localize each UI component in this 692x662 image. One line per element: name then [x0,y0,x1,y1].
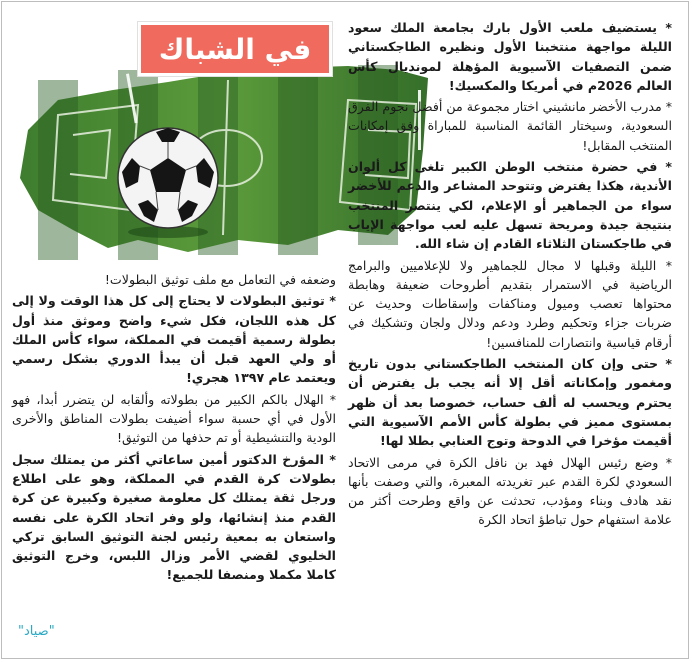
paragraph: * توثيق البطولات لا يحتاج إلى كل هذا الوقت ولا إلى كل هذه اللجان، فكل شيء واضح وموثق منذ أول بطولة رسمية أقيمت في المملكة، سواء كأس الملك أو ولي العهد قبل أن يبدأ الدوري بشكل رسمي ويعتمد عام ١٣٩٧ هجري! [12,293,336,386]
paragraph: * حتى وإن كان المنتخب الطاجكستاني بدون تاريخ ومغمور وإمكاناته أقل إلا أنه يجب بل يفترض أن يحترم ويحسب له ألف حساب، خصوصا بعد أن ظهر بمستوى مميز في بطولة كأس الأمم الآسيوية التي أقيمت مؤخرا في الدوحة وتوج العنابي بطلا لها! [348,356,672,449]
paragraph: * الهلال بالكم الكبير من بطولاته وألقابه لن يتضرر أبدا، فهو الأول في أي حسبة سواء أضيفت بطولات المناطق والأخرى الودية والتنشيطية أو تم حذفها من التوثيق! [12,391,336,446]
left-column [12,270,336,585]
soccer-ball-icon [116,120,220,240]
paragraph: * وضع رئيس الهلال فهد بن نافل الكرة في مرمى الاتحاد السعودي لكرة القدم عبر تغريدته المعبرة، والتي وصفت بأنها نقد هادف وبناء ومؤدب، تحدثت عن واقع وطرحت أكثر من علامة استفهام حول تباطؤ اتحاد الكرة [348,454,672,528]
section-banner [138,22,332,76]
paragraph: * الليلة وقبلها لا مجال للجماهير ولا للإعلاميين والبرامج الرياضية في الاستمرار بتقديم أطروحات ضعيفة وهابطة محتواها تعصب وميول ومناكفات وإسقاطات وحديث عن ضربات جزاء وتحكيم وطرد ودعم ودلال ولجان وتشكيك في أرقام قياسية وانتصارات للمنافسين! [348,257,672,350]
author-logo: "صياد" [18,624,55,639]
paragraph: * يستضيف ملعب الأول بارك بجامعة الملك سعود الليلة مواجهة منتخبنا الأول ونظيره الطاجكستاني ضمن التصفيات الآسيوية المؤهلة لمونديال كأس العالم 2026م في أمريكا والمكسيك! [348,20,672,93]
paragraph: * مدرب الأخضر مانشيني اختار مجموعة من أفضل نجوم الفرق السعودية، وسيختار القائمة المناسبة للمباراة وفق إمكانات المنتخب المقابل! [348,99,672,153]
paragraph: * المؤرخ الدكتور أمين ساعاتي أكثر من يمتلك سجل بطولات كرة القدم في المملكة، وهو على اطلاع ورجل ثقة يمتلك كل معلومة صغيرة وكبيرة عن كرة القدم منذ إنشائها، ولو وفر اتحاد الكرة على نفسه واستعان به بمعية رئيس لجنة التوثيق السابق تركي الخليوي لقضي الأمر وزال اللبس، وخرج التوثيق كاملا مكملا ومنصفا للجميع! [12,451,336,583]
paragraph: وضعفه في التعامل مع ملف توثيق البطولات! [104,272,336,287]
paragraph: * في حضرة منتخب الوطن الكبير تلغى كل ألوان الأندية، هكذا يفترض وتتوحد المشاعر والدعم للأخضر سواء من الجماهير أو الإعلام، لكي ينتصر المنتخب بنتيجة جيدة ومريحة تسهل عليه لعب مواجهة الإياب في طاجكستان الثلاثاء القادم إن شاء الله. [348,159,672,252]
right-column [348,18,672,530]
banner-title: في الشباك [158,32,312,66]
